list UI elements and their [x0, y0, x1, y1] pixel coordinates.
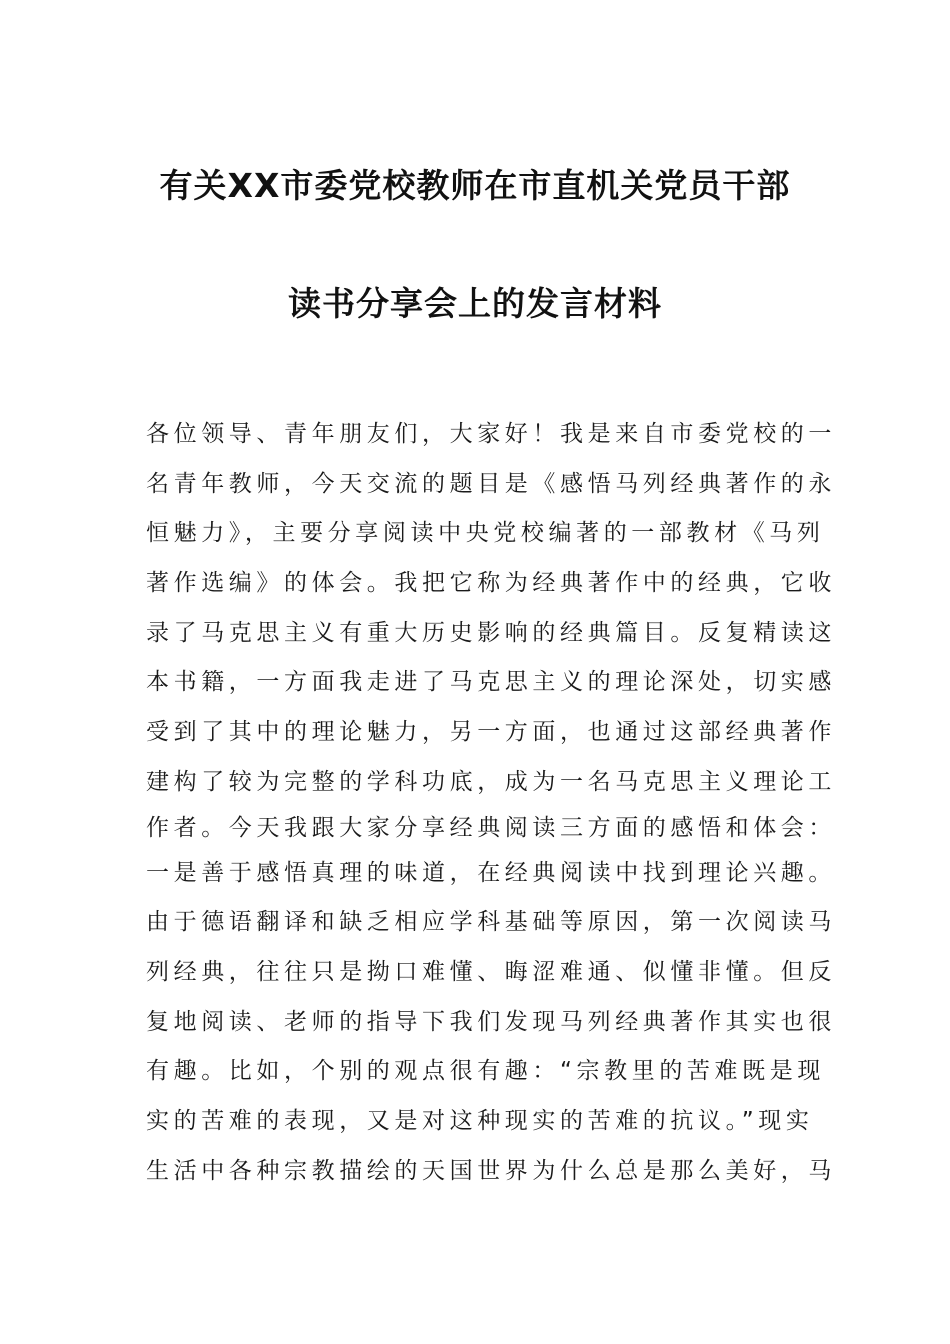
- body-line: 本书籍，一方面我走进了马克思主义的理论深处，切实感: [146, 669, 836, 696]
- body-line: 生活中各种宗教描绘的天国世界为什么总是那么美好，马: [146, 1157, 836, 1184]
- body-line: 复地阅读、老师的指导下我们发现马列经典著作其实也很: [146, 1008, 836, 1035]
- body-line: 录了马克思主义有重大历史影响的经典篇目。反复精读这: [146, 619, 836, 646]
- section-heading-line: 一是善于感悟真理的味道，在经典阅读中找到理论兴趣。: [146, 859, 836, 886]
- body-line: 由于德语翻译和缺乏相应学科基础等原因，第一次阅读马: [146, 909, 836, 936]
- body-line: 实的苦难的表现，又是对这种现实的苦难的抗议。”现实: [146, 1107, 814, 1134]
- document-title-line-2: 读书分享会上的发言材料: [288, 284, 662, 323]
- body-line: 受到了其中的理论魅力，另一方面，也通过这部经典著作: [146, 719, 836, 746]
- document-body: [146, 410, 836, 1196]
- body-line: 建构了较为完整的学科功底，成为一名马克思主义理论工: [146, 768, 836, 795]
- body-line: 列经典，往往只是拗口难懂、晦涩难通、似懂非懂。但反: [146, 958, 836, 985]
- document-title-line-1: 有关XX市委党校教师在市直机关党员干部: [159, 166, 791, 205]
- body-line: 有趣。比如，个别的观点很有趣：“宗教里的苦难既是现: [146, 1058, 825, 1085]
- body-line: 著作选编》的体会。我把它称为经典著作中的经典，它收: [146, 570, 836, 597]
- body-line: 恒魅力》，主要分享阅读中央党校编著的一部教材《马列: [146, 520, 825, 547]
- body-line: 作者。今天我跟大家分享经典阅读三方面的感悟和体会：: [146, 814, 836, 841]
- body-line: 名青年教师，今天交流的题目是《感悟马列经典著作的永: [146, 470, 836, 497]
- body-line: 各位领导、青年朋友们，大家好！我是来自市委党校的一: [146, 421, 836, 447]
